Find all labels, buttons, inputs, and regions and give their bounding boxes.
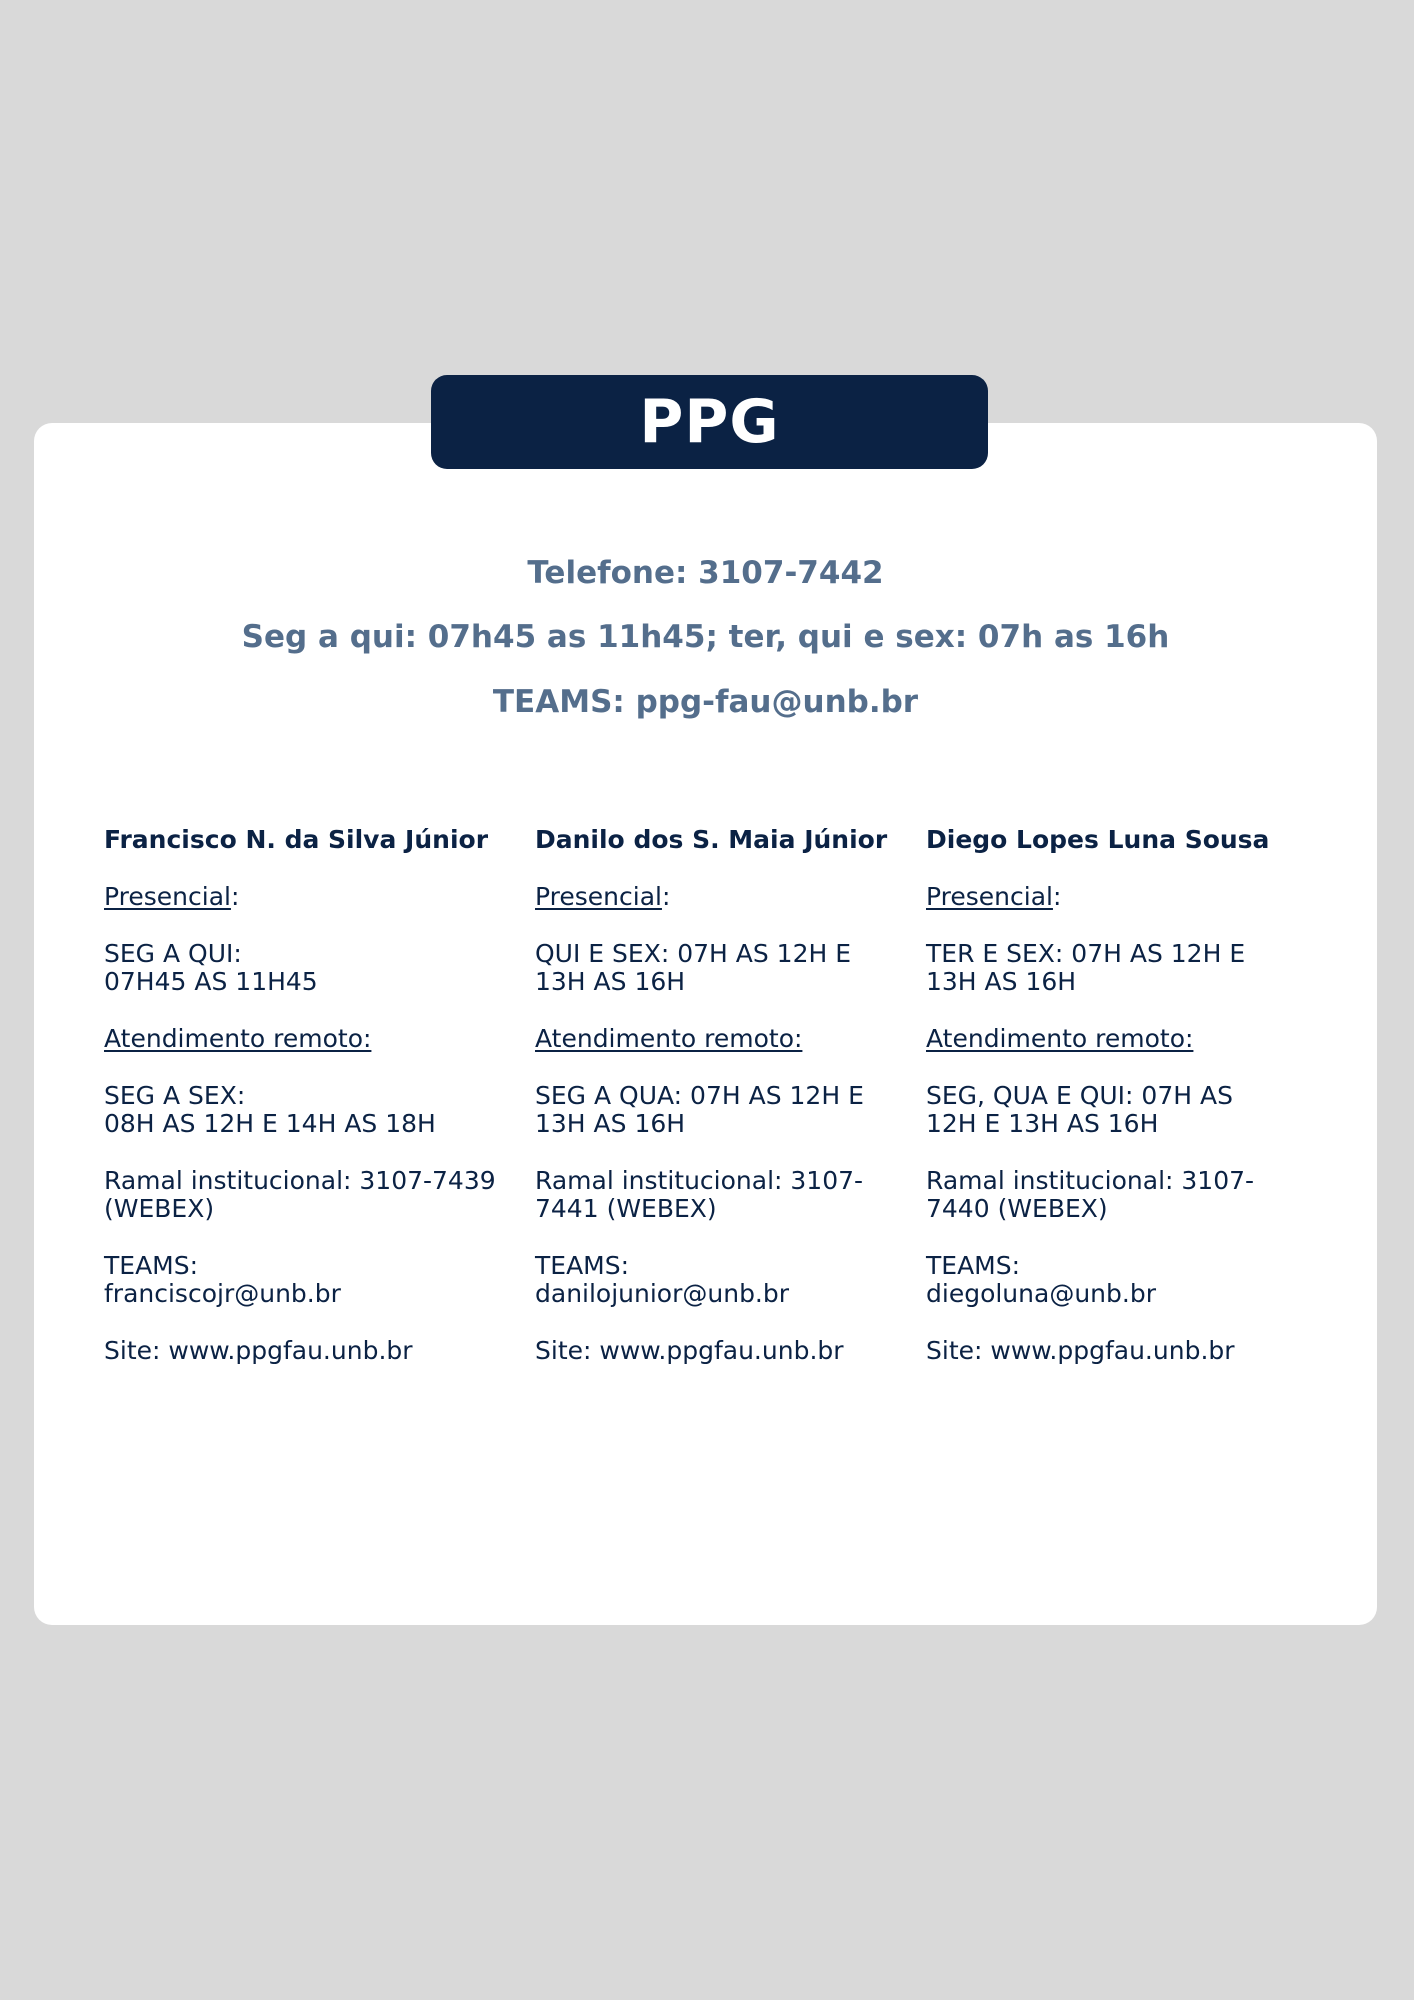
teams-line: TEAMS: [104, 1251, 199, 1280]
remoto-line: SEG A QUA: 07H AS 12H E [535, 1081, 864, 1110]
ramal-info [535, 1167, 905, 1223]
remoto-line: 12H E 13H AS 16H [926, 1109, 1159, 1138]
remoto-hours [104, 1082, 504, 1138]
contact-name: Francisco N. da Silva Júnior [104, 825, 489, 854]
remoto-label: Atendimento remoto: [535, 1024, 803, 1053]
presencial-label: Presencial [926, 882, 1053, 911]
presencial-hours [535, 940, 905, 996]
ramal-line: 7441 (WEBEX) [535, 1194, 717, 1223]
teams-line: TEAMS: [926, 1251, 1021, 1280]
remoto-label-row [926, 1025, 1296, 1053]
ramal-line: 7440 (WEBEX) [926, 1194, 1108, 1223]
remoto-line: 08H AS 12H E 14H AS 18H [104, 1109, 436, 1138]
teams-email: danilojunior@unb.br [535, 1279, 790, 1308]
remoto-line: SEG A SEX: [104, 1081, 246, 1110]
ramal-line: Ramal institucional: 3107-7439 [104, 1166, 496, 1195]
ramal-line: (WEBEX) [104, 1194, 215, 1223]
remoto-line: SEG, QUA E QUI: 07H AS [926, 1081, 1233, 1110]
remoto-label: Atendimento remoto: [104, 1024, 372, 1053]
presencial-label: Presencial [535, 882, 662, 911]
remoto-label-row [104, 1025, 504, 1053]
remoto-label: Atendimento remoto: [926, 1024, 1194, 1053]
contact-column-1 [104, 826, 504, 1394]
teams-info: TEAMS: ppg-fau@unb.br [492, 684, 919, 720]
presencial-line: TER E SEX: 07H AS 12H E [926, 939, 1246, 968]
contact-name: Diego Lopes Luna Sousa [926, 825, 1270, 854]
ppg-title-tab [431, 375, 988, 469]
remoto-label-row [535, 1025, 905, 1053]
tab-title: PPG [639, 387, 780, 457]
contact-column-2 [535, 826, 905, 1394]
contact-column-3 [926, 826, 1296, 1394]
teams-email: diegoluna@unb.br [926, 1279, 1156, 1308]
presencial-line: QUI E SEX: 07H AS 12H E [535, 939, 852, 968]
remoto-line: 13H AS 16H [535, 1109, 686, 1138]
presencial-label-row: Presencial: [104, 882, 240, 911]
teams-email: franciscojr@unb.br [104, 1279, 341, 1308]
presencial-label-row: Presencial: [926, 882, 1062, 911]
presencial-line: 13H AS 16H [535, 967, 686, 996]
presencial-line: SEG A QUI: [104, 939, 242, 968]
presencial-hours [104, 940, 504, 996]
ramal-line: Ramal institucional: 3107- [535, 1166, 864, 1195]
teams-contact [104, 1252, 504, 1308]
teams-line: TEAMS: [535, 1251, 630, 1280]
phone-info: Telefone: 3107-7442 [527, 555, 884, 591]
presencial-hours [926, 940, 1296, 996]
site-info: Site: www.ppgfau.unb.br [104, 1336, 413, 1365]
presencial-line: 07H45 AS 11H45 [104, 967, 318, 996]
presencial-label: Presencial [104, 882, 231, 911]
ramal-info [926, 1167, 1296, 1223]
remoto-hours [535, 1082, 905, 1138]
presencial-line: 13H AS 16H [926, 967, 1077, 996]
teams-contact [535, 1252, 905, 1308]
presencial-label-row: Presencial: [535, 882, 671, 911]
hours-info: Seg a qui: 07h45 as 11h45; ter, qui e sex: 07h as 16h [241, 619, 1170, 655]
contact-name: Danilo dos S. Maia Júnior [535, 825, 888, 854]
remoto-hours [926, 1082, 1296, 1138]
site-info: Site: www.ppgfau.unb.br [535, 1336, 844, 1365]
site-info: Site: www.ppgfau.unb.br [926, 1336, 1235, 1365]
teams-contact [926, 1252, 1296, 1308]
ramal-info [104, 1167, 504, 1223]
ramal-line: Ramal institucional: 3107- [926, 1166, 1255, 1195]
